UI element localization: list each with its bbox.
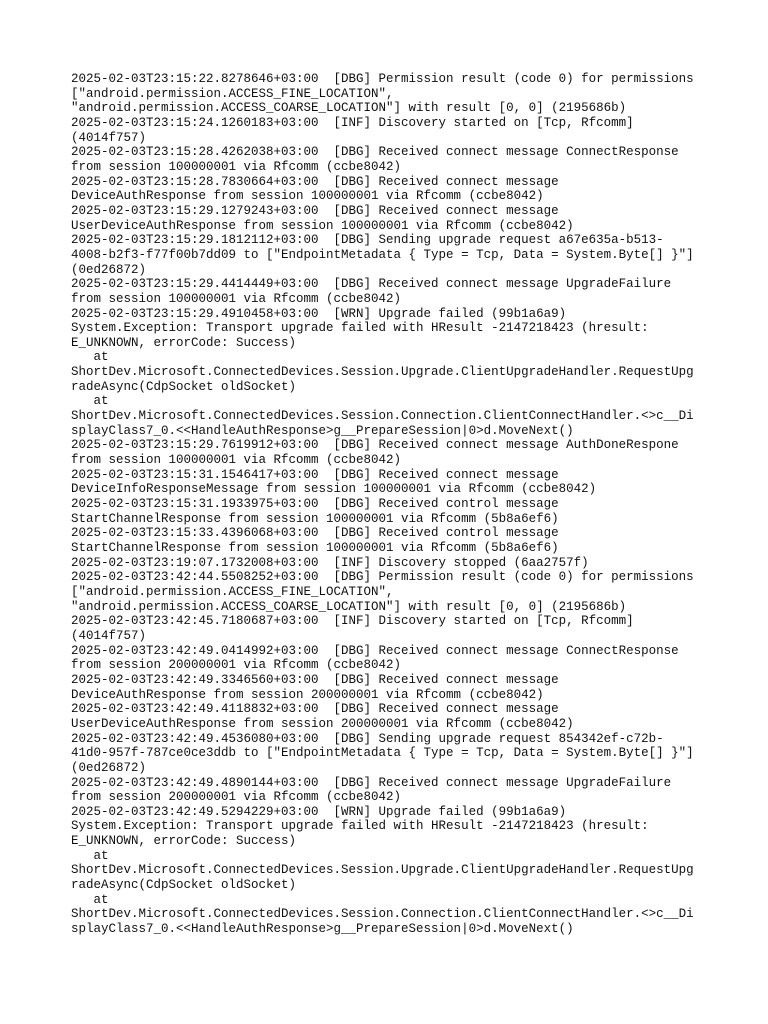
log-line: System.Exception: Transport upgrade failed with HResult -2147218423 (hresult: bbox=[71, 819, 649, 834]
log-line: from session 100000001 via Rfcomm (ccbe8042) bbox=[71, 453, 402, 468]
log-line: 2025-02-03T23:15:28.4262038+03:00 [DBG] Received connect message ConnectResponse bbox=[71, 145, 679, 160]
log-line: 2025-02-03T23:15:24.1260183+03:00 [INF] Discovery started on [Tcp, Rfcomm] bbox=[71, 115, 634, 130]
log-line: 2025-02-03T23:15:31.1933975+03:00 [DBG] Received control message bbox=[71, 497, 559, 512]
log-line: splayClass7_0.<<HandleAuthResponse>g__PrepareSession|0>d.MoveNext() bbox=[71, 423, 574, 438]
log-line: 2025-02-03T23:42:44.5508252+03:00 [DBG] Permission result (code 0) for permissions bbox=[71, 570, 694, 585]
log-line: E_UNKNOWN, errorCode: Success) bbox=[71, 335, 297, 350]
log-line: 2025-02-03T23:15:29.1279243+03:00 [DBG] Received connect message bbox=[71, 203, 559, 218]
log-line: 2025-02-03T23:42:49.3346560+03:00 [DBG] Received connect message bbox=[71, 672, 559, 687]
log-line: ShortDev.Microsoft.ConnectedDevices.Session.Connection.ClientConnectHandler.<>c__Di bbox=[71, 907, 694, 922]
log-line: ["android.permission.ACCESS_FINE_LOCATION", bbox=[71, 584, 394, 599]
log-line: ShortDev.Microsoft.ConnectedDevices.Session.Connection.ClientConnectHandler.<>c__Di bbox=[71, 409, 694, 424]
log-line: 2025-02-03T23:15:29.7619912+03:00 [DBG] Received connect message AuthDoneRespone bbox=[71, 438, 679, 453]
log-line: System.Exception: Transport upgrade failed with HResult -2147218423 (hresult: bbox=[71, 321, 649, 336]
log-line: from session 100000001 via Rfcomm (ccbe8042) bbox=[71, 159, 402, 174]
log-line: DeviceAuthResponse from session 200000001 via Rfcomm (ccbe8042) bbox=[71, 687, 544, 702]
log-line: at bbox=[71, 892, 109, 907]
log-line: UserDeviceAuthResponse from session 200000001 via Rfcomm (ccbe8042) bbox=[71, 716, 574, 731]
log-line: ShortDev.Microsoft.ConnectedDevices.Session.Upgrade.ClientUpgradeHandler.RequestUpg bbox=[71, 365, 694, 380]
log-line: 2025-02-03T23:42:49.4890144+03:00 [DBG] Received connect message UpgradeFailure bbox=[71, 775, 672, 790]
log-line: 2025-02-03T23:42:49.4536080+03:00 [DBG] Sending upgrade request 854342ef-c72b- bbox=[71, 731, 664, 746]
log-line: E_UNKNOWN, errorCode: Success) bbox=[71, 834, 297, 849]
log-line: from session 200000001 via Rfcomm (ccbe8042) bbox=[71, 658, 402, 673]
log-line: 2025-02-03T23:15:31.1546417+03:00 [DBG] Received connect message bbox=[71, 467, 559, 482]
log-line: from session 100000001 via Rfcomm (ccbe8042) bbox=[71, 291, 402, 306]
log-line: 41d0-957f-787ce0ce3ddb to ["EndpointMetadata { Type = Tcp, Data = System.Byte[] }"] bbox=[71, 746, 694, 761]
log-line: ["android.permission.ACCESS_FINE_LOCATION", bbox=[71, 86, 394, 101]
log-line: (0ed26872) bbox=[71, 760, 147, 775]
log-line: at bbox=[71, 350, 109, 365]
log-line: 2025-02-03T23:42:45.7180687+03:00 [INF] Discovery started on [Tcp, Rfcomm] bbox=[71, 614, 634, 629]
log-line: 2025-02-03T23:15:29.4910458+03:00 [WRN] Upgrade failed (99b1a6a9) bbox=[71, 306, 567, 321]
log-line: "android.permission.ACCESS_COARSE_LOCATION"] with result [0, 0] (2195686b) bbox=[71, 599, 627, 614]
log-line: (4014f757) bbox=[71, 130, 147, 145]
log-text-area bbox=[71, 72, 711, 937]
log-line: radeAsync(CdpSocket oldSocket) bbox=[71, 379, 297, 394]
log-line: 2025-02-03T23:19:07.1732008+03:00 [INF] Discovery stopped (6aa2757f) bbox=[71, 555, 589, 570]
log-line: splayClass7_0.<<HandleAuthResponse>g__PrepareSession|0>d.MoveNext() bbox=[71, 922, 574, 937]
log-line: 2025-02-03T23:15:29.4414449+03:00 [DBG] Received connect message UpgradeFailure bbox=[71, 277, 672, 292]
log-line: DeviceInfoResponseMessage from session 100000001 via Rfcomm (ccbe8042) bbox=[71, 482, 597, 497]
log-line: ShortDev.Microsoft.ConnectedDevices.Session.Upgrade.ClientUpgradeHandler.RequestUpg bbox=[71, 863, 694, 878]
log-line: 2025-02-03T23:15:33.4396068+03:00 [DBG] Received control message bbox=[71, 526, 559, 541]
log-line: at bbox=[71, 848, 109, 863]
log-line: from session 200000001 via Rfcomm (ccbe8042) bbox=[71, 790, 402, 805]
log-line: at bbox=[71, 394, 109, 409]
log-line: "android.permission.ACCESS_COARSE_LOCATION"] with result [0, 0] (2195686b) bbox=[71, 101, 627, 116]
log-line: 2025-02-03T23:15:29.1812112+03:00 [DBG] Sending upgrade request a67e635a-b513- bbox=[71, 233, 664, 248]
log-line: DeviceAuthResponse from session 100000001 via Rfcomm (ccbe8042) bbox=[71, 189, 544, 204]
log-line: 4008-b2f3-f77f00b7dd09 to ["EndpointMetadata { Type = Tcp, Data = System.Byte[] }"] bbox=[71, 247, 694, 262]
log-line: 2025-02-03T23:15:22.8278646+03:00 [DBG] Permission result (code 0) for permissions bbox=[71, 72, 694, 86]
log-line: (4014f757) bbox=[71, 628, 147, 643]
log-line: 2025-02-03T23:42:49.5294229+03:00 [WRN] Upgrade failed (99b1a6a9) bbox=[71, 804, 567, 819]
log-line: (0ed26872) bbox=[71, 262, 147, 277]
log-line: 2025-02-03T23:42:49.4118832+03:00 [DBG] Received connect message bbox=[71, 702, 559, 717]
log-line: 2025-02-03T23:42:49.0414992+03:00 [DBG] Received connect message ConnectResponse bbox=[71, 643, 679, 658]
log-line: StartChannelResponse from session 100000001 via Rfcomm (5b8a6ef6) bbox=[71, 541, 559, 555]
log-line: UserDeviceAuthResponse from session 100000001 via Rfcomm (ccbe8042) bbox=[71, 218, 574, 233]
log-line: 2025-02-03T23:15:28.7830664+03:00 [DBG] Received connect message bbox=[71, 174, 559, 189]
log-line: radeAsync(CdpSocket oldSocket) bbox=[71, 878, 297, 893]
log-line: StartChannelResponse from session 100000001 via Rfcomm (5b8a6ef6) bbox=[71, 511, 559, 526]
